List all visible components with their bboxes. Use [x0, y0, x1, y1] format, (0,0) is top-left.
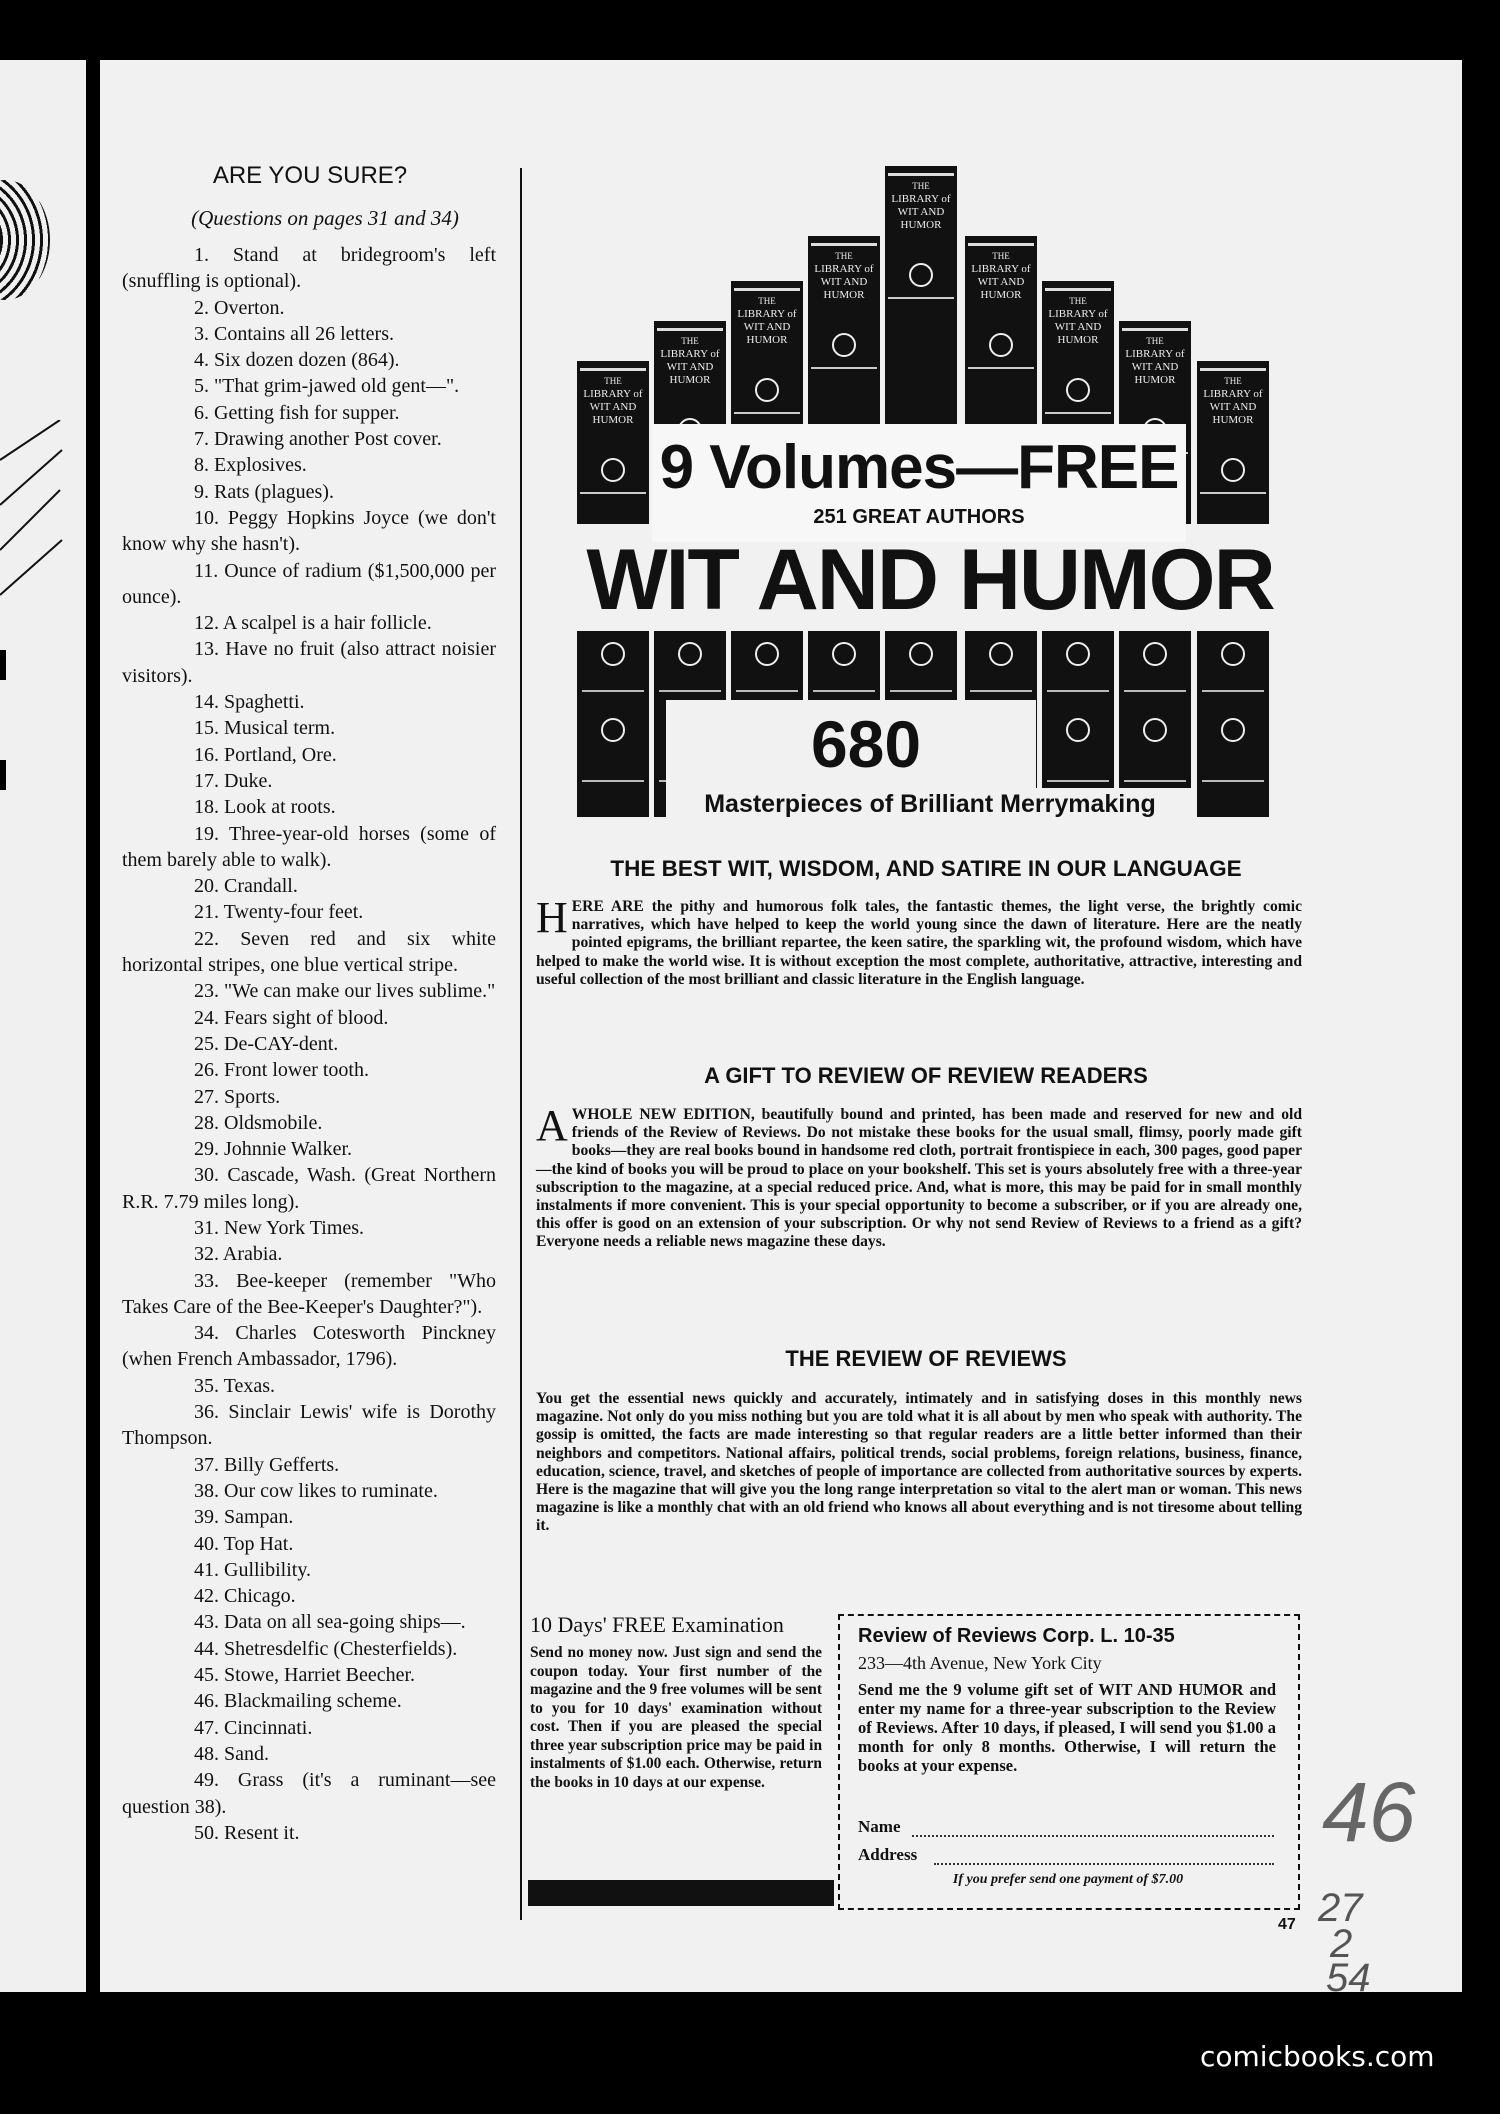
book-spine-text: WIT AND: [897, 206, 945, 218]
answer-text: Sports.: [224, 1085, 281, 1108]
answer-text: Have no fruit (also attract noisier visitors).: [122, 638, 497, 687]
answer-text: Front lower tooth.: [224, 1059, 369, 1082]
book-spine-text: WIT AND: [589, 401, 637, 413]
answer-item: [122, 1688, 496, 1714]
answer-text: Ounce of radium ($1,500,000 per ounce).: [122, 559, 496, 608]
coupon-body: Send me the 9 volume gift set of WIT AND HUMOR and enter my name for a three-year subscription to the Review of Reviews. After 10 days, if pleased, I will send you $1.00 a month for only 8 months. Otherwise, I will return the books at your expense.: [858, 1680, 1276, 1775]
answer-number: 50.: [194, 1821, 219, 1844]
answer-text: Blackmailing scheme.: [224, 1690, 402, 1713]
answer-item: [122, 400, 496, 426]
answer-number: 47.: [194, 1716, 219, 1739]
answer-text: Twenty-four feet.: [223, 901, 364, 924]
answer-number: 11.: [194, 559, 219, 582]
answer-number: 25.: [194, 1032, 219, 1055]
section-body-best-wit: HERE ARE the pithy and humorous folk tales, the fantastic themes, the light verse, the brightly comic narratives, which have helped to keep the world young since the dawn of literature. Here are the neatly pointed epigrams, the brilliant repartee, the keen satire, the sparkling wit, the profound wisdom, which have helped to make the world wise. It is without exception the most complete, authoritative, attractive, interesting and useful collection of the most brilliant and classic literature in the English language.: [536, 893, 1302, 988]
main-title: WIT AND HUMOR: [586, 532, 1274, 628]
answer-item: [122, 1110, 496, 1136]
answer-text: Getting fish for supper.: [214, 401, 400, 424]
answer-text: Billy Gefferts.: [224, 1453, 340, 1476]
answer-text: Drawing another Post cover.: [214, 428, 442, 451]
adjacent-page-illustration: [0, 180, 50, 300]
book-spine-text: LIBRARY of: [660, 348, 720, 360]
answer-text: Grass (it's a ruminant—see question 38).: [122, 1769, 497, 1818]
answer-item: [122, 1741, 496, 1767]
adjacent-page-lines: [0, 420, 70, 610]
handwritten-note: 54: [1326, 1956, 1371, 2000]
answer-item: [122, 742, 496, 768]
answer-item: [122, 452, 496, 478]
answer-number: 40.: [194, 1532, 219, 1555]
answers-list: [122, 242, 496, 1846]
answer-text: Explosives.: [214, 454, 307, 477]
answer-text: Resent it.: [224, 1821, 300, 1844]
answer-item: [122, 347, 496, 373]
answer-number: 14.: [194, 691, 219, 714]
answer-text: Gullibility.: [224, 1558, 312, 1581]
answer-text: Texas.: [223, 1374, 275, 1397]
answer-item: [122, 1715, 496, 1741]
coupon-address-field[interactable]: [934, 1862, 1274, 1865]
book-spine-text: THE: [1069, 296, 1087, 306]
answer-text: Overton.: [214, 296, 285, 319]
section-body-review: You get the essential news quickly and accurately, intimately and in satisfying doses in this monthly news magazine. Not only do you miss nothing but you are told what it is all about by men who speak with authority. The gossip is omitted, the facts are made interesting so that regular readers are a little better informed than their neighbors and competitors. National affairs, political trends, social problems, foreign relations, business, finance, education, science, travel, and sketches of people of importance are collected from authoritative sources by experts. Here is the magazine that will give you the long range interpretation so vital to the alert man or woman. This news magazine is like a monthly chat with an old friend who knows all about everything and is not tiresome about telling it.: [536, 1390, 1302, 1535]
answer-text: Cincinnati.: [224, 1716, 313, 1739]
answer-number: 44.: [194, 1637, 219, 1660]
answer-item: [122, 426, 496, 452]
answer-item: [122, 1215, 496, 1241]
answer-number: 48.: [194, 1742, 219, 1765]
answer-item: [122, 373, 496, 399]
answer-number: 6.: [194, 401, 209, 424]
answer-text: Sand.: [224, 1742, 269, 1765]
answer-number: 17.: [194, 769, 219, 792]
answer-number: 15.: [194, 717, 219, 740]
answer-item: [122, 1583, 496, 1609]
answer-item: [122, 1662, 496, 1688]
answer-number: 22.: [194, 927, 219, 950]
column-rule: [520, 168, 522, 1920]
answer-text: Cascade, Wash. (Great Northern R.R. 7.79 miles long).: [122, 1164, 497, 1213]
book-spine-text: LIBRARY of: [891, 193, 951, 205]
book-spine-text: WIT AND: [820, 276, 868, 288]
book-spine-text: WIT AND: [1209, 401, 1257, 413]
answers-subheading: (Questions on pages 31 and 34): [191, 206, 459, 230]
page-number: 47: [1278, 1916, 1296, 1933]
answer-number: 19.: [194, 822, 219, 845]
adjacent-page-mark: [0, 650, 6, 680]
book-spine-text: HUMOR: [1057, 334, 1099, 346]
answer-item: [122, 1031, 496, 1057]
answer-item: [122, 610, 496, 636]
book-spine-text: HUMOR: [669, 374, 711, 386]
book-spine-text: HUMOR: [1134, 374, 1176, 386]
book-spine-text: WIT AND: [1054, 321, 1102, 333]
answer-number: 1.: [194, 244, 209, 266]
exam-body: Send no money now. Just sign and send the coupon today. Your first number of the magazine and the 9 free volumes will be sent to you for 10 days' examination without cost. Then if you are pleased the special three year subscription price may be paid in instalments of $1.00 each. Otherwise, return the books in 10 days at our expense.: [530, 1644, 822, 1791]
answer-item: [122, 321, 496, 347]
answer-item: [122, 821, 496, 874]
volumes-headline: 9 Volumes—FREE: [659, 433, 1179, 502]
answer-text: Six dozen dozen (864).: [214, 349, 400, 372]
answer-text: Top Hat.: [223, 1532, 294, 1555]
answer-item: [122, 1478, 496, 1504]
answer-item: [122, 242, 496, 295]
section-heading-gift: A GIFT TO REVIEW OF REVIEW READERS: [704, 1063, 1148, 1088]
book-spine-text: WIT AND: [1131, 361, 1179, 373]
answer-text: "We can make our lives sublime.": [224, 980, 496, 1003]
coupon-footer: If you prefer send one payment of $7.00: [952, 1872, 1184, 1887]
answer-number: 21.: [194, 901, 219, 924]
answer-item: [122, 768, 496, 794]
coupon-name-field[interactable]: [912, 1834, 1274, 1837]
answer-item: [122, 1268, 496, 1321]
answer-number: 31.: [194, 1216, 219, 1239]
answer-item: [122, 873, 496, 899]
answer-text: Bee-keeper (remember "Who Takes Care of the Bee-Keeper's Daughter?").: [122, 1269, 496, 1318]
answer-text: "That grim-jawed old gent—".: [214, 375, 460, 398]
adjacent-page-mark: [0, 760, 6, 790]
answer-number: 39.: [194, 1506, 219, 1529]
authors-line: 251 GREAT AUTHORS: [813, 506, 1025, 528]
coupon-address: 233—4th Avenue, New York City: [858, 1653, 1102, 1673]
answer-number: 8.: [194, 454, 209, 477]
drop-cap: H: [536, 893, 568, 942]
answer-text: Charles Cotesworth Pinckney (when French Ambassador, 1796).: [122, 1322, 496, 1371]
answer-text: Rats (plagues).: [214, 480, 334, 503]
answer-text: Johnnie Walker.: [224, 1138, 352, 1161]
answer-text: Sampan.: [224, 1506, 294, 1529]
watermark: comicbooks.com: [1200, 2040, 1435, 2073]
exam-title: 10 Days' FREE Examination: [530, 1612, 784, 1637]
answer-number: 4.: [194, 349, 209, 372]
answer-item: [122, 1609, 496, 1635]
adjacent-page-strip: [0, 60, 86, 1992]
book-spine-text: HUMOR: [592, 414, 634, 426]
answer-item: [122, 1005, 496, 1031]
answer-item: [122, 1399, 496, 1452]
answer-item: [122, 978, 496, 1004]
masterpiece-count: 680: [810, 707, 922, 781]
section-body-gift: AWHOLE NEW EDITION, beautifully bound and printed, has been made and reserved for new and old friends of the Review of Reviews. Do not mistake these books for the usual small, flimsy, poorly made gift books—they are real books bound in handsome red cloth, portrait frontispiece in each, 300 pages, good paper—the kind of books you will be proud to place on your bookshelf. This set is yours absolutely free with a three-year subscription to the magazine, at a special reduced price. And, what is more, this may be paid for in small monthly instalments if more convenient. This is your special opportunity to become a subscriber, or if you are already one, this offer is good on an extension of your subscription. Or why not send Review of Reviews to a friend as a gift? Everyone needs a reliable news magazine these days.: [536, 1101, 1302, 1251]
coupon-title: Review of Reviews Corp. L. 10-35: [858, 1625, 1175, 1647]
answer-item: [122, 1820, 496, 1846]
coupon-address-label: Address: [858, 1845, 918, 1864]
book-spine-text: THE: [681, 336, 699, 346]
handwritten-note: 2: [1330, 1922, 1353, 1966]
answer-number: 46.: [194, 1690, 219, 1713]
answer-number: 36.: [194, 1401, 219, 1424]
book-spine-text: LIBRARY of: [1125, 348, 1185, 360]
book-spine-text: THE: [992, 251, 1010, 261]
handwritten-note: 46: [1322, 1765, 1416, 1859]
answer-text: De-CAY-dent.: [224, 1032, 339, 1055]
book-spine-text: HUMOR: [1212, 414, 1254, 426]
answer-text: Seven red and six white horizontal stripes, one blue vertical stripe.: [122, 927, 496, 977]
answer-number: 16.: [194, 743, 219, 766]
answer-item: [122, 1452, 496, 1478]
answer-text: Look at roots.: [224, 796, 336, 819]
book-spine-text: LIBRARY of: [814, 263, 874, 275]
answer-text: Oldsmobile.: [224, 1111, 323, 1134]
answer-item: [122, 1084, 496, 1110]
answer-item: [122, 1320, 496, 1373]
book-spine-text: LIBRARY of: [1048, 308, 1108, 320]
answer-item: [122, 1162, 496, 1215]
answer-number: 26.: [194, 1059, 219, 1082]
book-spine-text: THE: [1146, 336, 1164, 346]
book-spine-text: WIT AND: [666, 361, 714, 373]
handwritten-note: 27: [1318, 1886, 1363, 1930]
answer-number: 13.: [194, 638, 219, 661]
answer-number: 3.: [194, 322, 209, 345]
answer-item: [122, 899, 496, 925]
answer-text: Three-year-old horses (some of them barely able to walk).: [122, 822, 496, 871]
answer-text: Duke.: [224, 769, 273, 792]
answer-item: [122, 1531, 496, 1557]
answer-number: 41.: [194, 1558, 219, 1581]
answer-number: 33.: [194, 1269, 219, 1292]
answer-text: Contains all 26 letters.: [214, 322, 394, 345]
answer-number: 34.: [194, 1322, 219, 1345]
answer-text: Peggy Hopkins Joyce (we don't know why she hasn't).: [122, 506, 496, 556]
answer-number: 24.: [194, 1006, 219, 1029]
answer-text: Chicago.: [224, 1585, 296, 1608]
answer-text: Stand at bridegroom's left (snuffling is optional).: [122, 244, 497, 293]
book-spine-text: THE: [1224, 376, 1242, 386]
answer-number: 9.: [194, 480, 209, 503]
book-spine-text: LIBRARY of: [583, 388, 643, 400]
answers-heading: ARE YOU SURE?: [212, 162, 408, 189]
scan-border: [1462, 0, 1500, 2114]
answer-text: Crandall.: [224, 875, 298, 898]
book-spine-text: THE: [758, 296, 776, 306]
answer-number: 29.: [194, 1138, 219, 1161]
answer-text: Shetresdelfic (Chesterfields).: [224, 1637, 458, 1660]
answer-number: 35.: [194, 1374, 219, 1397]
answer-number: 32.: [194, 1243, 219, 1266]
answer-text: New York Times.: [224, 1216, 365, 1239]
answer-number: 12.: [194, 612, 219, 635]
answer-item: [122, 689, 496, 715]
answer-text: Spaghetti.: [224, 691, 305, 714]
answer-number: 5.: [194, 375, 209, 398]
book-spine-text: WIT AND: [977, 276, 1025, 288]
answer-item: [122, 715, 496, 741]
answer-item: [122, 1557, 496, 1583]
answer-item: [122, 1636, 496, 1662]
section-heading-best-wit: THE BEST WIT, WISDOM, AND SATIRE IN OUR LANGUAGE: [610, 856, 1242, 881]
book-spine-text: LIBRARY of: [971, 263, 1031, 275]
answer-item: [122, 558, 496, 611]
answer-number: 23.: [194, 980, 219, 1003]
answer-text: A scalpel is a hair follicle.: [222, 612, 432, 635]
exam-bar: [528, 1880, 834, 1906]
answer-number: 45.: [194, 1664, 219, 1687]
answer-text: Data on all sea-going ships—.: [224, 1611, 466, 1634]
answer-number: 43.: [194, 1611, 219, 1634]
answer-text: Portland, Ore.: [224, 743, 337, 766]
book-spine-text: THE: [912, 181, 930, 191]
answer-number: 10.: [194, 506, 219, 529]
book-spine-text: LIBRARY of: [737, 308, 797, 320]
section-heading-review: THE REVIEW OF REVIEWS: [785, 1346, 1067, 1371]
answer-text: Arabia.: [222, 1243, 283, 1266]
coupon-name-label: Name: [858, 1817, 901, 1836]
answer-number: 30.: [194, 1164, 219, 1187]
answer-number: 2.: [194, 296, 209, 319]
book-spine-text: HUMOR: [900, 219, 942, 231]
book-spine-text: HUMOR: [746, 334, 788, 346]
answer-item: [122, 636, 496, 689]
answer-item: [122, 479, 496, 505]
book-spine-text: LIBRARY of: [1203, 388, 1263, 400]
answer-number: 27.: [194, 1085, 219, 1108]
answer-number: 37.: [194, 1453, 219, 1476]
answer-number: 28.: [194, 1111, 219, 1134]
answer-item: [122, 926, 496, 979]
book-spine-text: THE: [604, 376, 622, 386]
answer-item: [122, 1767, 496, 1820]
answer-item: [122, 1136, 496, 1162]
answer-item: [122, 794, 496, 820]
answer-number: 18.: [194, 796, 219, 819]
answer-number: 38.: [194, 1479, 219, 1502]
book-spine-text: HUMOR: [823, 289, 865, 301]
drop-cap: A: [536, 1101, 568, 1150]
answer-text: Stowe, Harriet Beecher.: [224, 1664, 416, 1687]
answer-text: Musical term.: [224, 717, 336, 740]
book-spine-text: HUMOR: [980, 289, 1022, 301]
answer-item: [122, 1504, 496, 1530]
answer-text: Fears sight of blood.: [224, 1006, 389, 1029]
answer-item: [122, 505, 496, 558]
count-caption: Masterpieces of Brilliant Merrymaking: [666, 788, 1194, 821]
answer-text: Our cow likes to ruminate.: [224, 1479, 438, 1502]
answer-number: 7.: [194, 428, 209, 451]
answer-number: 20.: [194, 875, 219, 898]
answer-item: [122, 1057, 496, 1083]
answer-item: [122, 1373, 496, 1399]
answer-number: 42.: [194, 1585, 219, 1608]
answer-number: 49.: [194, 1769, 219, 1792]
answer-item: [122, 295, 496, 321]
answer-item: [122, 1241, 496, 1267]
answer-text: Sinclair Lewis' wife is Dorothy Thompson.: [122, 1401, 496, 1450]
book-spine-text: THE: [835, 251, 853, 261]
book-spine-text: WIT AND: [743, 321, 791, 333]
